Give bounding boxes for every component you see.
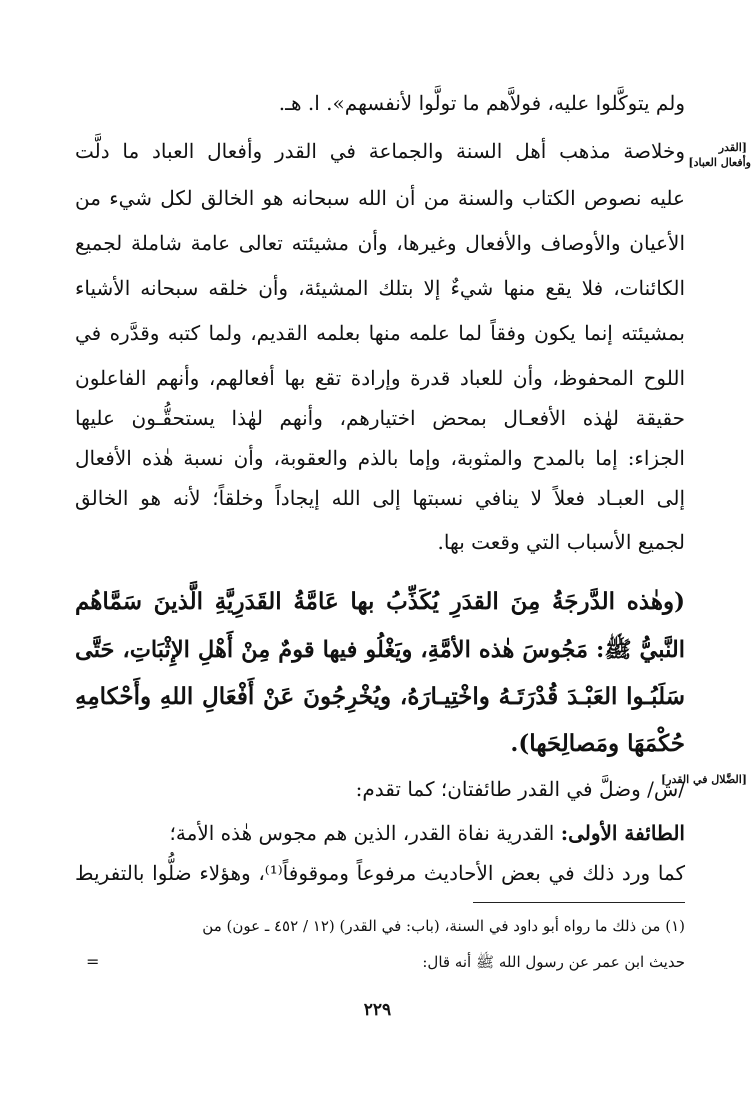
quote-line-1: (وهٰذه الدَّرجَةُ مِنَ القدَرِ يُكَذِّبُ بها عَامَّةُ القَدَرِيَّةِ الَّذينَ سَمَّاهُم [75, 588, 685, 615]
sharh-term: الطائفة الأولى: [560, 821, 685, 845]
margin-note-dalal-text: [الضَّلال في القدر] [660, 773, 747, 786]
sharh-line-1: /ش/ وضلَّ في القدر طائفتان؛ كما تقدم: [355, 777, 685, 801]
body-line-5: الكائنات، فلا يقع منها شيءٌ إلا بتلك المشيئة، وأن خلقه سبحانه الأشياء [75, 276, 685, 300]
sharh-line-3: كما ورد ذلك في بعض الأحاديث مرفوعاً وموقوفاً⁽¹⁾، وهؤلاء ضلُّوا بالتفريط [75, 861, 685, 885]
page-number: ٢٢٩ [363, 1000, 392, 1020]
body-line-7: اللوح المحفوظ، وأن للعباد قدرة وإرادة تقع بها أفعالهم، وأنهم الفاعلون [75, 366, 685, 390]
body-line-8: حقيقة لهٰذه الأفعـال بمحض اختيارهم، وأنهم لهٰذا يستحقُّـون عليها [75, 406, 685, 430]
quote-line-4: حُكْمَهَا ومَصالِحَها). [510, 730, 685, 757]
body-line-1: ولم يتوكَّلوا عليه، فولاَّهم ما تولَّوا لأنفسهم». ا. هـ. [278, 91, 685, 115]
margin-note-qadar-line2: وأفعال العباد] [688, 156, 751, 169]
body-line-6: بمشيئته إنما يكون وفقاً لما علمه منها بعلمه القديم، ولما كتبه وقدَّره في [75, 321, 685, 345]
body-line-9: الجزاء: إما بالمدح والمثوبة، وإما بالذم والعقوبة، وأن نسبة هٰذه الأفعال [75, 446, 685, 470]
footnote-line-2: حديث ابن عمر عن رسول الله ﷺ أنه قال: [422, 953, 685, 971]
quote-line-2: النَّبيُّ ﷺ: مَجُوسَ هٰذه الأمَّةِ، ويَغْلُو فيها قومٌ مِنْ أَهْلِ الإِثْبَاتِ، حَتَّى [75, 637, 685, 663]
body-line-4: الأعيان والأوصاف والأفعال وغيرها، وأن مشيئته تعالى عامة شاملة لجميع [75, 231, 685, 255]
body-line-2: وخلاصة مذهب أهل السنة والجماعة في القدر وأفعال العباد ما دلَّت [75, 139, 685, 163]
footnote-line-1: (١) من ذلك ما رواه أبو داود في السنة، (باب: في القدر) (١٢ / ٤٥٢ ـ عون) من [202, 917, 685, 935]
body-line-10: إلى العبـاد فعلاً لا ينافي نسبتها إلى الله إيجاداً وخلقاً؛ لأنه هو الخالق [75, 486, 685, 510]
quote-line-3: سَلَبُـوا العَبْـدَ قُدْرَتَـهُ واخْتِيـارَهُ، ويُخْرِجُونَ عَنْ أَفْعَالِ اللهِ وأَحْكامِهِ [75, 683, 685, 710]
sharh-line-2-text: القدرية نفاة القدر، الذين هم مجوس هٰذه الأمة؛ [169, 821, 561, 845]
footnote-rule [473, 902, 685, 903]
margin-note-qadar-line1: [القدر [718, 141, 747, 154]
body-line-11: لجميع الأسباب التي وقعت بها. [437, 530, 685, 554]
footnote-continuation-mark: = [86, 952, 100, 971]
sharh-line-2 [75, 818, 685, 848]
body-line-3: عليه نصوص الكتاب والسنة من أن الله سبحانه هو الخالق لكل شيء من [75, 186, 685, 210]
